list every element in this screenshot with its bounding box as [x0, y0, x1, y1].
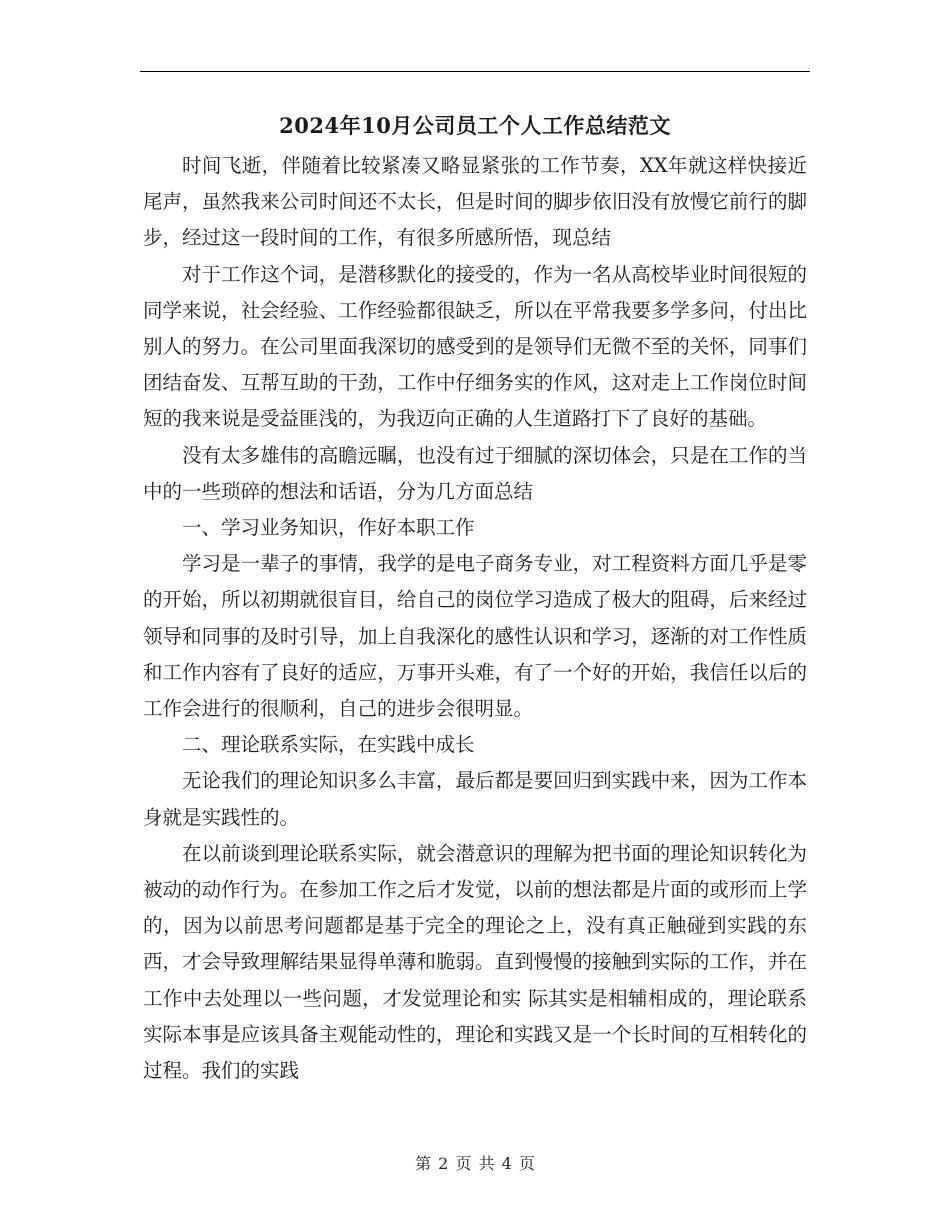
paragraph-learning: 学习是一辈子的事情，我学的是电子商务专业，对工程资料方面几乎是零的开始，所以初期就很盲目，给自己的岗位学习造成了极大的阻碍，后来经过领导和同事的及时引导，加上自我深化的感性认识和学习，逐渐的对工作性质和工作内容有了良好的适应，万事开头难，有了一个好的开始，我信任以后的工作会进行的很顺利，自己的进步会很明显。: [143, 552, 807, 721]
document-body: [143, 148, 807, 1089]
paragraph-theory: 无论我们的理论知识多么丰富，最后都是要回归到实践中来，因为工作本身就是实践性的。: [143, 769, 807, 829]
page-number-footer: 第 2 页 共 4 页: [415, 1154, 535, 1173]
section-heading-2: 二、理论联系实际，在实践中成长: [182, 733, 475, 757]
paragraph-overview: 没有太多雄伟的高瞻远瞩，也没有过于细腻的深切体会，只是在工作的当中的一些琐碎的想法和话语，分为几方面总结: [143, 443, 807, 503]
paragraph-work-attitude: 对于工作这个词，是潜移默化的接受的，作为一名从高校毕业时间很短的同学来说，社会经验、工作经验都很缺乏，所以在平常我要多学多问，付出比别人的努力。在公司里面我深切的感受到的是领导们无微不至的关怀，同事们团结奋发、互帮互助的干劲，工作中仔细务实的作风，这对走上工作岗位时间短的我来说是受益匪浅的，为我迈向正确的人生道路打下了良好的基础。: [143, 262, 807, 431]
paragraph-intro: 时间飞逝，伴随着比较紧凑又略显紧张的工作节奏，XX年就这样快接近尾声，虽然我来公司时间还不太长，但是时间的脚步依旧没有放慢它前行的脚步，经过这一段时间的工作，有很多所感所悟，现总结: [143, 154, 807, 250]
document-title: 2024年10月公司员工个人工作总结范文: [279, 113, 671, 138]
paragraph-practice: 在以前谈到理论联系实际，就会潜意识的理解为把书面的理论知识转化为被动的动作行为。在参加工作之后才发觉，以前的想法都是片面的或形而上学的，因为以前思考问题都是基于完全的理论之上，没有真正触碰到实践的东西，才会导致理解结果显得单薄和脆弱。直到慢慢的接触到实际的工作，并在工作中去处理以一些问题，才发觉理论和实 际其实是相辅相成的，理论联系实际本事是应该具备主观能动性的，理论和实践又是一个长时间的互相转化的过程。我们的实践: [143, 841, 807, 1083]
header-rule: [140, 71, 810, 72]
section-heading-1: 一、学习业务知识，作好本职工作: [182, 516, 475, 540]
